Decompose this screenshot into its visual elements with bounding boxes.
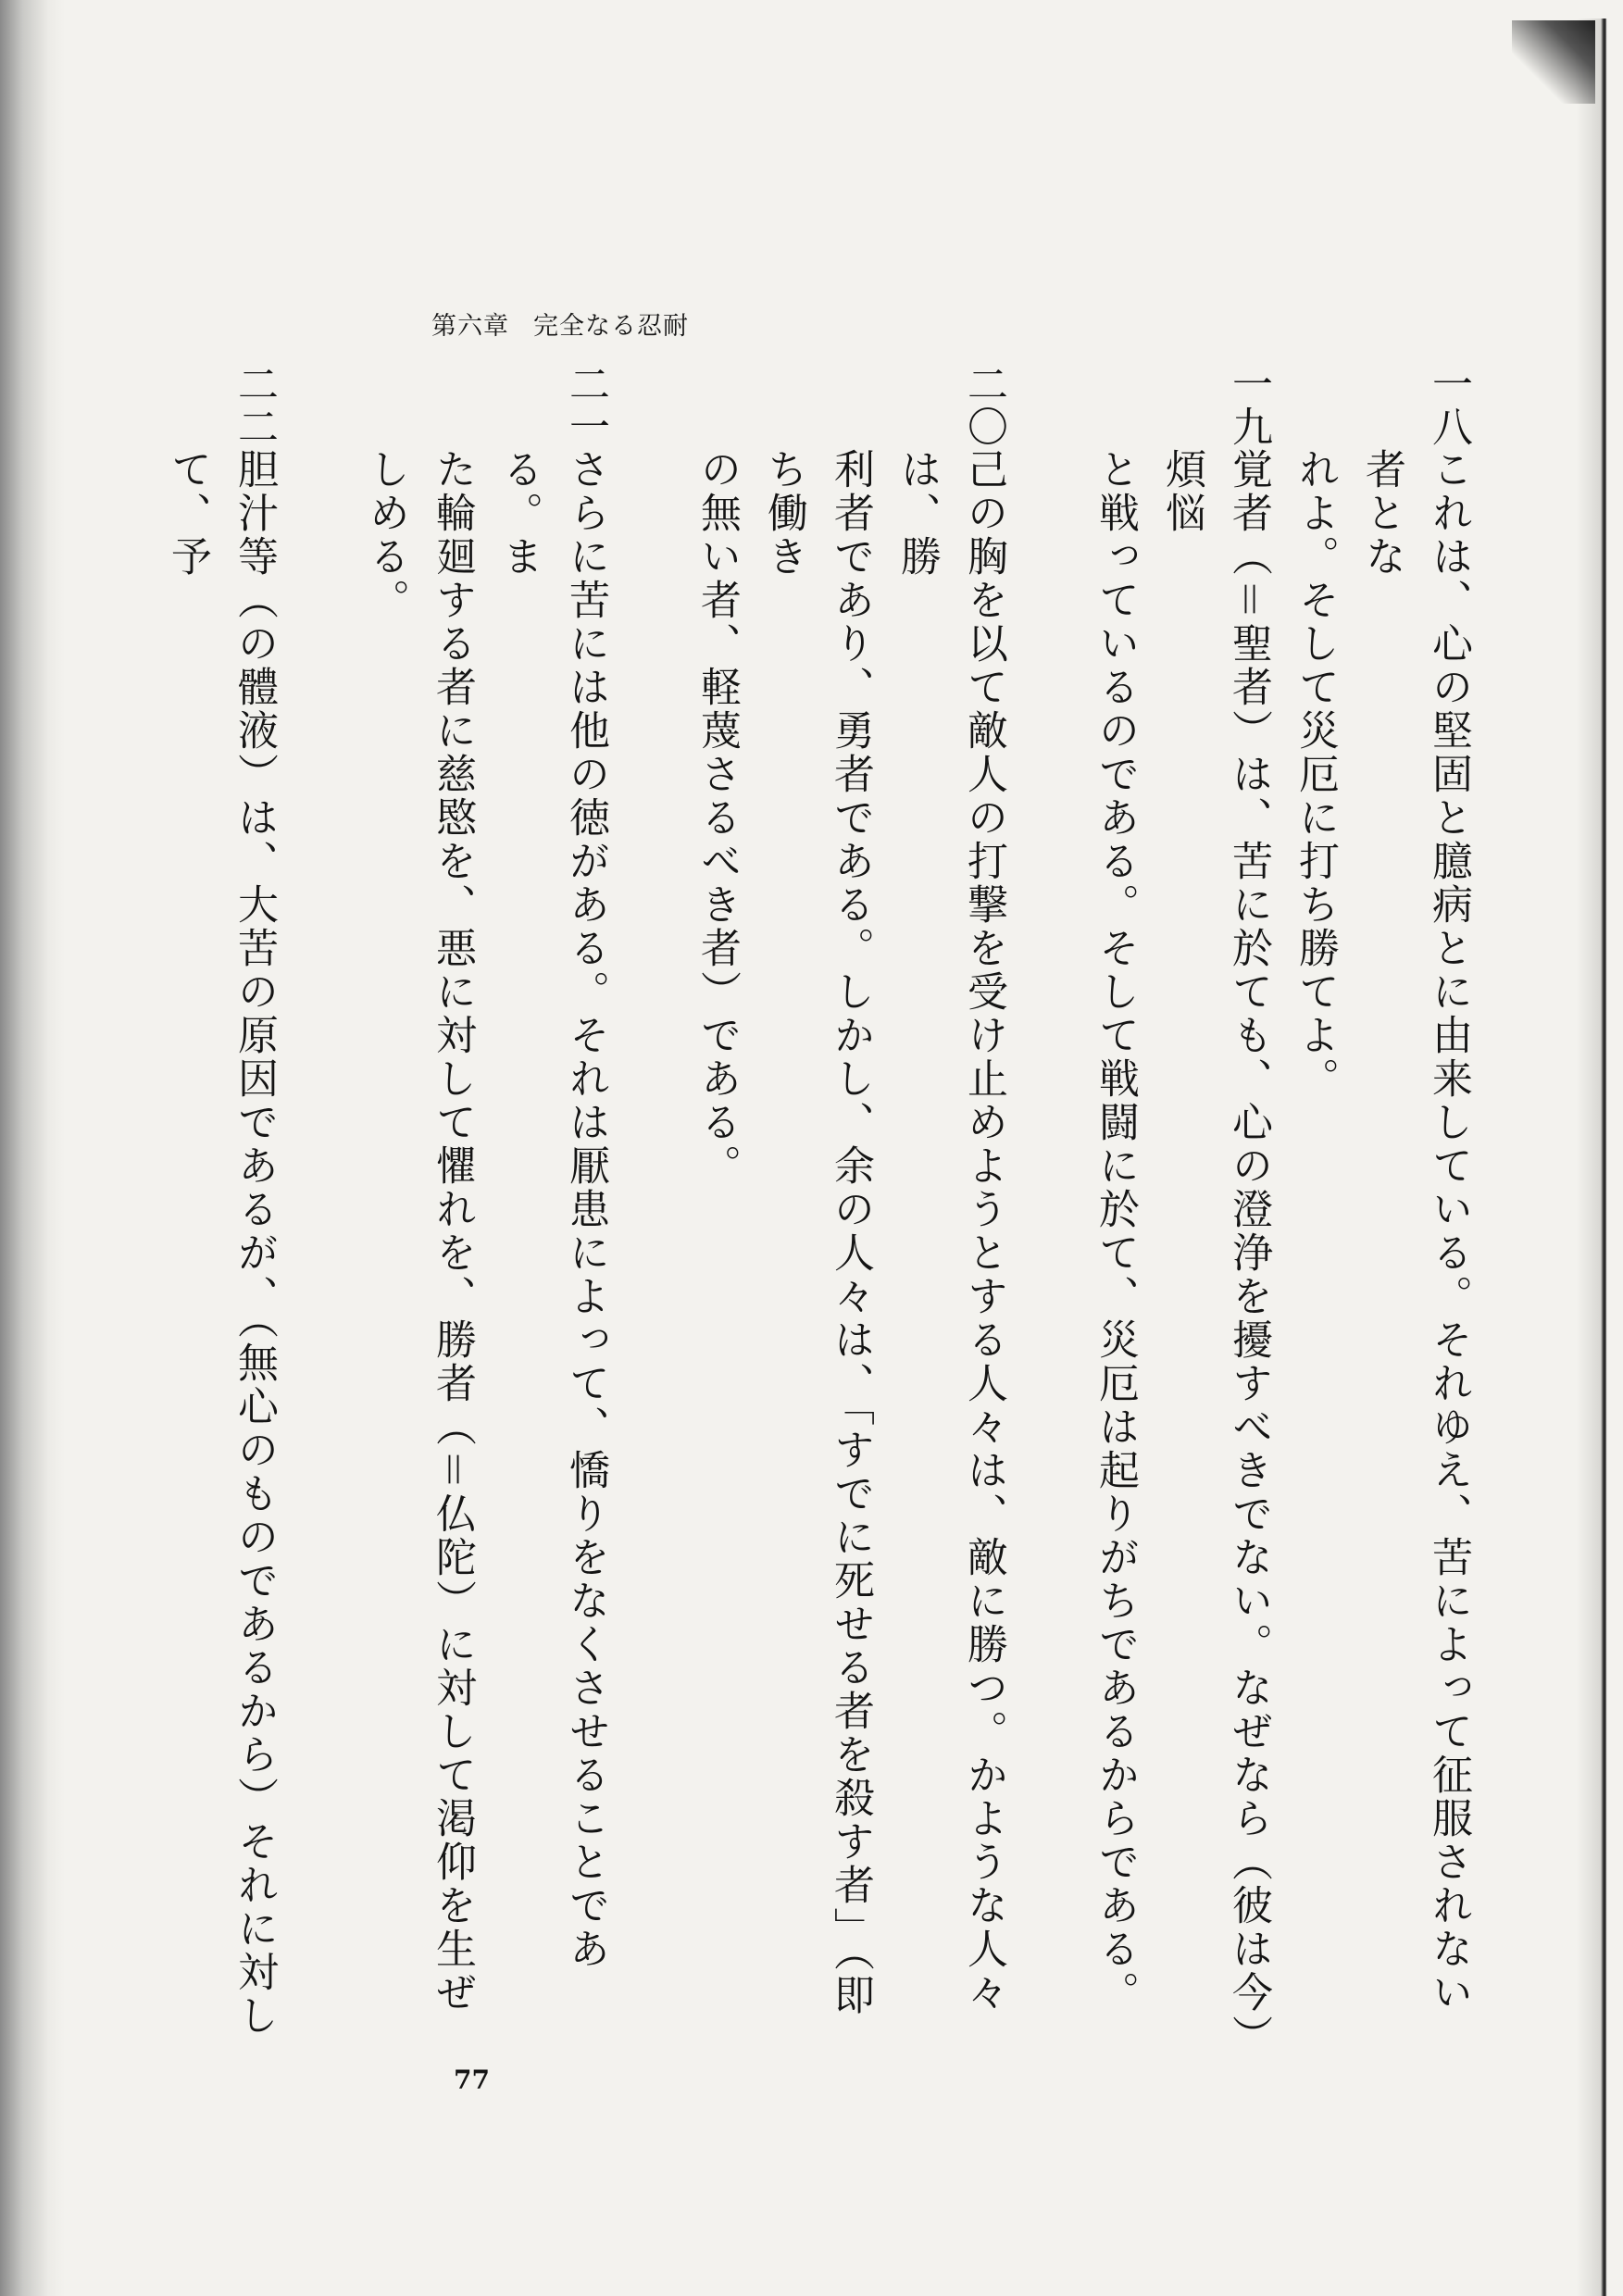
verse-text [1281, 448, 1481, 2048]
verse-line: 覚者（＝聖者）は、苦に於ても、心の澄浄を擾すべきでない。なぜなら（彼は今）煩悩 [1158, 448, 1272, 2038]
verse-number: 二一 [562, 363, 609, 448]
verse-line: これは、心の堅固と臆病とに由来している。それゆえ、苦によって征服されない者とな [1358, 448, 1472, 2015]
page-number: 77 [454, 2065, 490, 2095]
scan-corner-shadow [1512, 20, 1595, 104]
verse-20 [683, 363, 1017, 2048]
verse-line: と戦っているのである。そして戦闘に於て、災厄は起りがちであるからである。 [1092, 448, 1139, 2015]
running-head [431, 306, 689, 342]
body-text [164, 363, 1481, 2048]
verse-number: 二〇 [960, 363, 1007, 448]
verse-18 [1281, 363, 1481, 2048]
verse-text [154, 448, 287, 2048]
verse-21 [352, 363, 618, 2048]
verse-text [683, 448, 1017, 2048]
verse-line: 己の胸を以て敵人の打撃を受け止めようとする人々は、敵に勝つ。かような人々は、勝 [893, 448, 1007, 2015]
verse-text [352, 448, 618, 2048]
verse-22 [154, 363, 287, 2048]
scan-edge-right [1577, 19, 1623, 2296]
verse-line: れよ。そして災厄に打ち勝てよ。 [1292, 448, 1339, 1101]
verse-text [1081, 448, 1281, 2048]
chapter-label: 第六章 [431, 312, 509, 341]
verse-line: さらに苦には他の徳がある。それは厭患によって、憍りをなくさせることである。ま [495, 448, 609, 1971]
verse-line: 利者であり、勇者である。しかし、余の人々は、「すでに死せる者を殺す者」（即ち働き [760, 448, 874, 2017]
verse-number: 二二 [231, 363, 278, 448]
verse-19 [1081, 363, 1281, 2048]
verse-number: 一九 [1225, 363, 1272, 448]
verse-line: た輪廻する者に慈愍を、悪に対して懼れを、勝者（＝仏陀）に対して渇仰を生ぜしめる。 [362, 448, 476, 2015]
chapter-title: 完全なる忍耐 [533, 312, 689, 341]
verse-number: 一八 [1425, 363, 1472, 448]
scan-edge-left [0, 0, 65, 2296]
verse-line: の無い者、軽蔑さるべき者）である。 [693, 448, 741, 1188]
verse-line: 胆汁等（の體液）は、大苦の原因であるが、（無心のものであるから）それに対して、予 [164, 448, 278, 2038]
